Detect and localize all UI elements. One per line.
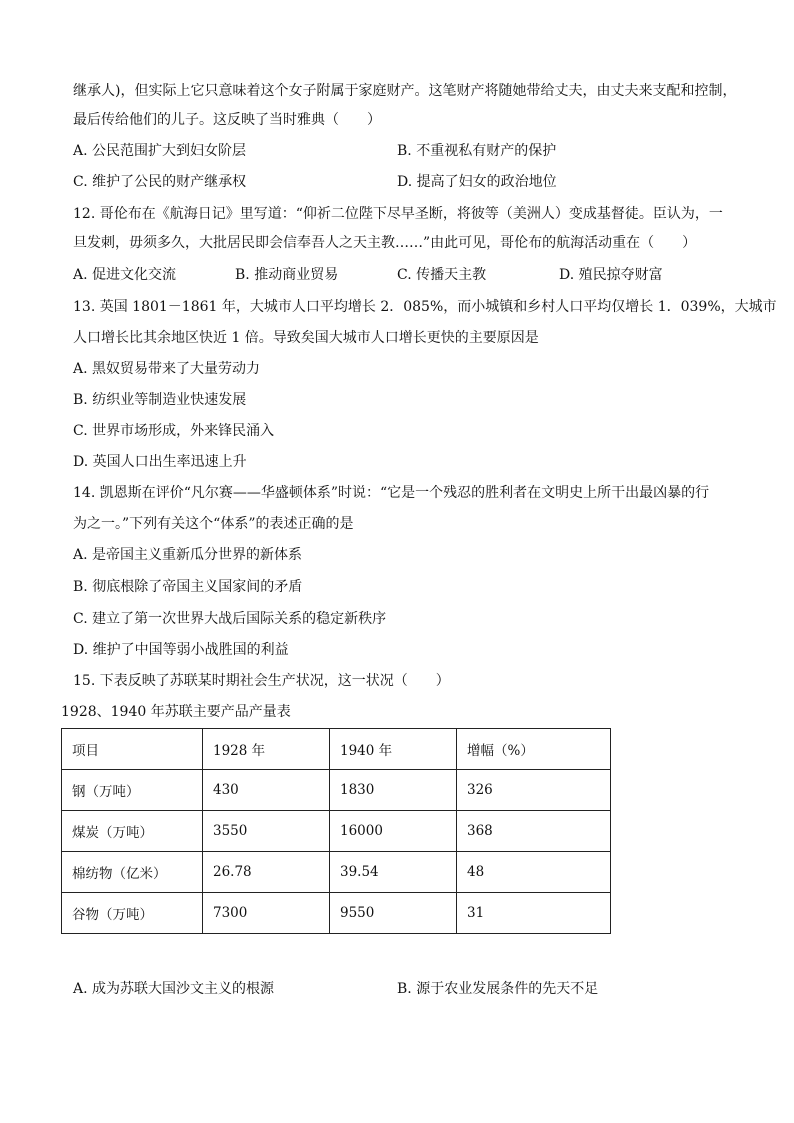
q11-option-b: B. 不重视私有财产的保护 [397,143,557,159]
table-cell: 1830 [330,770,457,811]
q13-option-d: D. 英国人口出生率迅速上升 [73,454,247,470]
table-cell: 368 [457,811,611,852]
table-header-cell: 1928 年 [203,729,330,770]
q12-line1: 12. 哥伦布在《航海日记》里写道：“仰祈二位陛下尽早圣断，将彼等（美洲人）变成基督徒。臣认为，一 [73,206,723,222]
q13-line2: 人口增长比其余地区快近 1 倍。导致矣国大城市人口增长更快的主要原因是 [73,330,539,346]
table-cell: 430 [203,770,330,811]
q13-line1: 13. 英国 1801－1861 年，大城市人口平均增长 2．085%，而小城镇和乡村人口平均仅增长 1．039%，大城市 [73,299,777,315]
q15-line1: 15. 下表反映了苏联某时期社会生产状况，这一状况（ ） [73,673,450,689]
q12-option-c: C. 传播天主教 [397,267,487,283]
table-header-cell: 项目 [62,729,203,770]
q12-option-b: B. 推动商业贸易 [235,267,339,283]
q15-table-title: 1928、1940 年苏联主要产品产量表 [61,704,291,720]
table-cell: 39.54 [330,852,457,893]
q14-option-c: C. 建立了第一次世界大战后国际关系的稳定新秩序 [73,611,387,627]
q12-option-d: D. 殖民掠夺财富 [559,267,663,283]
q12-option-a: A. 促进文化交流 [73,267,177,283]
q11-option-c: C. 维护了公民的财产继承权 [73,174,247,190]
q11-line1: 继承人)，但实际上它只意味着这个女子附属于家庭财产。这笔财产将随她带给丈夫，由丈夫来支配和控制， [73,83,737,99]
q14-line2: 为之一。”下列有关这个“体系”的表述正确的是 [73,516,354,532]
table-cell: 16000 [330,811,457,852]
table-cell: 26.78 [203,852,330,893]
table-header-cell: 1940 年 [330,729,457,770]
table-cell: 31 [457,893,611,934]
q14-option-d: D. 维护了中国等弱小战胜国的利益 [73,642,289,658]
production-table [61,728,611,934]
table-row [62,811,611,852]
table-cell: 钢（万吨） [62,770,203,811]
table-cell: 7300 [203,893,330,934]
q11-option-d: D. 提高了妇女的政治地位 [397,174,557,190]
table-header-row [62,729,611,770]
q13-option-b: B. 纺织业等制造业快速发展 [73,392,247,408]
table-cell: 3550 [203,811,330,852]
q14-option-b: B. 彻底根除了帝国主义国家间的矛盾 [73,579,303,595]
q14-line1: 14. 凯恩斯在评价“凡尔赛——华盛顿体系”时说：“它是一个残忍的胜利者在文明史上所干出最凶暴的行 [73,485,710,501]
table-row [62,770,611,811]
table-cell: 326 [457,770,611,811]
table-cell: 棉纺物（亿米） [62,852,203,893]
table-cell: 谷物（万吨） [62,893,203,934]
table-row [62,852,611,893]
table-header-cell: 增幅（%） [457,729,611,770]
table-cell: 煤炭（万吨） [62,811,203,852]
table-row [62,893,611,934]
q14-option-a: A. 是帝国主义重新瓜分世界的新体系 [73,547,303,563]
q11-line2: 最后传给他们的儿子。这反映了当时雅典（ ） [73,112,381,128]
q13-option-c: C. 世界市场形成，外来锋民涌入 [73,423,275,439]
q11-option-a: A. 公民范围扩大到妇女阶层 [73,143,247,159]
q13-option-a: A. 黑奴贸易带来了大量劳动力 [73,361,261,377]
q15-option-a: A. 成为苏联大国沙文主义的根源 [73,981,275,997]
table-cell: 9550 [330,893,457,934]
q12-line2: 旦发刺，毋须多久，大批居民即会信奉吾人之天主教……”由此可见，哥伦布的航海活动重在（ ） [73,235,697,251]
table-cell: 48 [457,852,611,893]
q15-option-b: B. 源于农业发展条件的先天不足 [397,981,599,997]
